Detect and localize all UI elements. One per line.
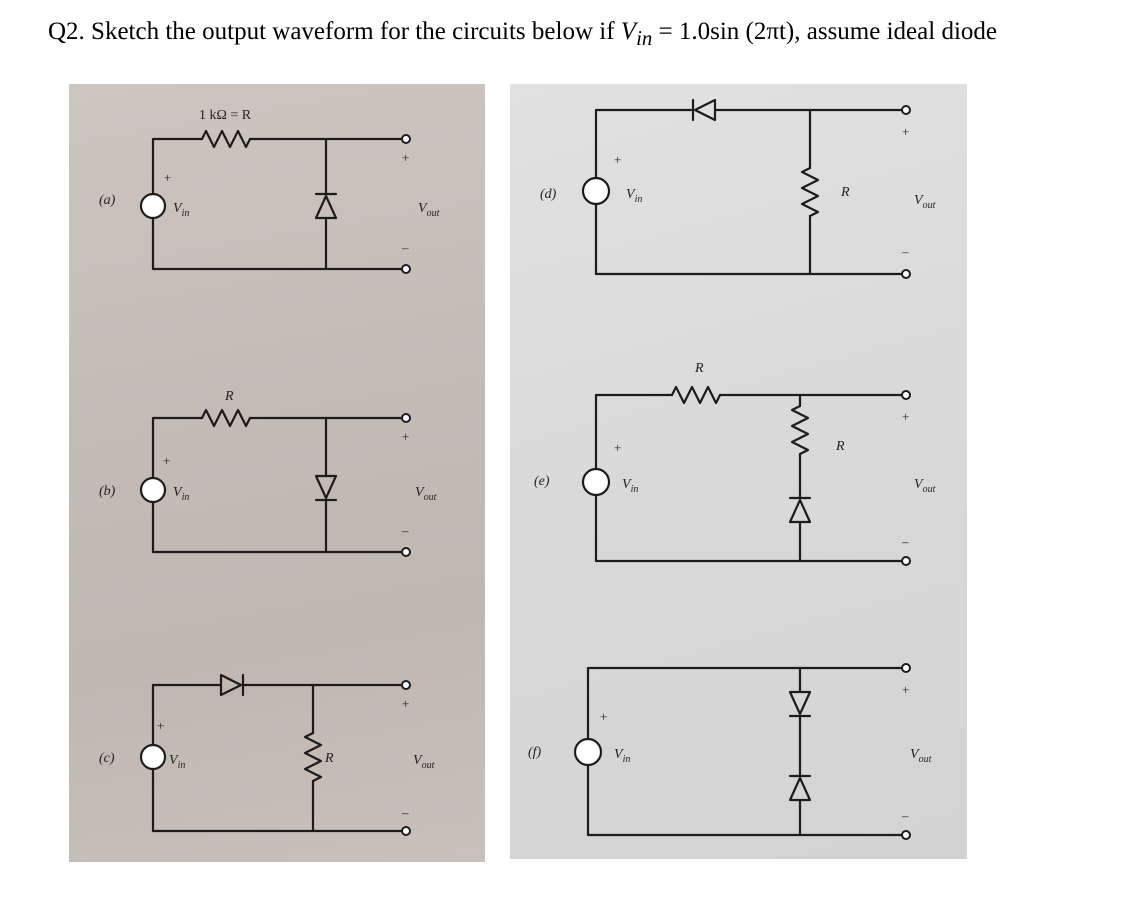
circuit-e-shunt-resistor-label: R [836,439,845,454]
circuit-d-label: (d) [540,187,557,202]
circuit-c-wire-bottom [153,769,402,831]
circuit-f-wire-bottom [588,765,902,835]
circuit-c-source-plus: + [157,718,165,733]
circuit-f-out-plus: + [902,682,910,697]
circuit-photo-left [69,84,485,862]
circuit-a-wire-bottom [153,218,402,269]
circuit-a-resistor-label: 1 kΩ = R [199,108,252,123]
circuit-d-resistor-label: R [841,185,850,200]
circuit-a-source [141,194,165,218]
circuit-b-source [141,478,165,502]
circuit-b [99,389,437,556]
circuit-f-terminal-top [902,664,910,672]
circuit-c-terminal-bottom [402,827,410,835]
circuit-a-resistor [202,131,250,147]
circuit-d-terminal-bottom [902,270,910,278]
circuit-d-source-plus: + [614,152,622,167]
circuit-d-wire-bottom [596,204,902,274]
circuit-a [99,108,440,273]
circuit-e-out-minus: – [902,534,909,549]
circuit-e-terminal-top [902,391,910,399]
circuit-d-terminal-top [902,106,910,114]
circuit-b-diode-icon [316,476,336,498]
circuit-b-terminal-top [402,414,410,422]
circuit-b-resistor-label: R [225,389,234,404]
circuit-d-wire-top-left [596,110,691,178]
circuit-c-out-plus: + [402,696,410,711]
circuit-f-vout: $V_{out}$ [910,747,932,765]
circuit-e-wire-top-left [596,395,672,469]
circuit-c-resistor [305,733,321,781]
circuit-b-vin: $V_{in}$ [173,485,190,503]
circuit-d-vin: $V_{in}$ [626,187,643,205]
circuit-d [540,100,936,278]
circuit-a-label: (a) [99,193,116,208]
question-var: $V_{in}$ [620,18,653,50]
circuit-e-vout: $V_{out}$ [914,477,936,495]
circuit-a-vout: $V_{out}$ [418,201,440,219]
circuit-a-diode-icon [316,196,336,218]
circuit-c-vout: $V_{out}$ [413,753,435,771]
circuit-e-shunt-resistor [792,406,808,454]
circuit-e-source [583,469,609,495]
circuit-f [528,664,932,839]
circuit-a-terminal-bottom [402,265,410,273]
question-prefix: Q2. Sketch the output waveform for the circuits below if [48,18,621,45]
circuit-d-vout: $V_{out}$ [914,193,936,211]
circuit-f-source [575,739,601,765]
circuit-photo-right [510,84,967,859]
circuit-f-label: (f) [528,745,542,760]
circuit-a-terminal-top [402,135,410,143]
circuit-c-terminal-top [402,681,410,689]
circuits-def-svg [510,84,967,859]
question-expression: = 1.0sin (2πt), assume ideal diode [652,18,997,45]
circuit-b-label: (b) [99,484,116,499]
circuit-d-resistor [802,168,818,216]
circuit-e-source-plus: + [614,440,622,455]
circuit-b-out-minus: – [402,523,409,538]
circuit-c-source [141,745,165,769]
circuit-c [99,675,435,835]
circuit-d-source [583,178,609,204]
circuit-a-source-plus: + [164,170,172,185]
circuit-e-diode-icon [790,500,810,522]
circuit-b-wire-top-left [153,418,202,478]
circuit-e-wire-bottom [596,495,902,561]
circuit-e [534,361,936,565]
circuit-b-wire-bottom [153,502,402,552]
circuit-b-resistor [202,410,250,426]
circuit-e-label: (e) [534,474,550,489]
circuit-a-vin: $V_{in}$ [173,201,190,219]
circuit-b-vout: $V_{out}$ [415,485,437,503]
circuit-d-out-minus: – [902,244,909,259]
circuit-e-vin: $V_{in}$ [622,477,639,495]
circuit-f-source-plus: + [600,709,608,724]
circuit-c-out-minus: – [402,805,409,820]
circuit-c-diode-icon [221,675,241,695]
circuit-b-source-plus: + [163,453,171,468]
circuit-a-out-minus: – [402,240,409,255]
circuit-c-wire-top-left [153,685,221,745]
circuit-e-terminal-bottom [902,557,910,565]
circuit-f-out-minus: – [902,808,909,823]
question-text [48,18,997,51]
circuit-f-wire-top [588,668,902,739]
circuit-c-label: (c) [99,751,115,766]
circuit-c-vin: $V_{in}$ [169,753,186,771]
circuit-f-vin: $V_{in}$ [614,747,631,765]
circuit-c-resistor-label: R [325,751,334,766]
circuit-e-series-resistor-label: R [695,361,704,376]
circuit-b-terminal-bottom [402,548,410,556]
circuit-f-diode-lower-icon [790,778,810,800]
circuit-d-out-plus: + [902,124,910,139]
circuits-abc-svg [69,84,485,862]
circuit-d-diode-icon [695,100,715,120]
circuit-e-out-plus: + [902,409,910,424]
circuit-f-terminal-bottom [902,831,910,839]
circuit-b-out-plus: + [402,429,410,444]
circuit-a-wire-top-left [153,139,202,194]
circuit-f-diode-upper-icon [790,692,810,714]
circuit-e-series-resistor [672,387,720,403]
circuit-a-out-plus: + [402,150,410,165]
